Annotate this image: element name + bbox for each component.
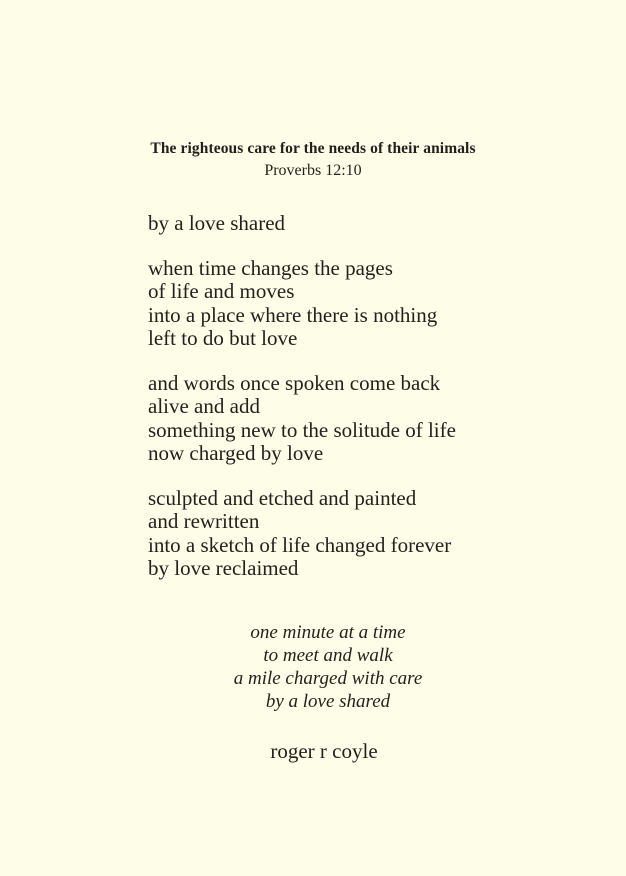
- coda-line: a mile charged with care: [233, 668, 423, 689]
- stanza: [148, 212, 568, 236]
- poem-line: and rewritten: [148, 509, 260, 533]
- poem-line: by love reclaimed: [148, 556, 299, 580]
- epigraph-quote: The righteous care for the needs of their animals: [150, 140, 476, 157]
- poem-line: of life and moves: [148, 279, 295, 303]
- poem-line: something new to the solitude of life: [148, 417, 456, 442]
- poem-body: [148, 212, 568, 581]
- byline: [0, 739, 626, 764]
- stanza: [148, 372, 568, 466]
- poem-line: into a place where there is nothing: [148, 302, 438, 327]
- poem-line: by a love shared: [148, 211, 286, 235]
- stanza: [148, 487, 568, 581]
- poem-line: alive and add: [148, 394, 260, 418]
- epigraph-reference: Proverbs 12:10: [264, 161, 362, 179]
- poem-line: now charged by love: [148, 441, 324, 465]
- epigraph: [0, 140, 626, 180]
- coda-line: to meet and walk: [263, 645, 393, 666]
- poem-line: left to do but love: [148, 326, 298, 350]
- stanza: [148, 257, 568, 351]
- poem-line: when time changes the pages: [148, 255, 393, 280]
- poem-coda: [0, 621, 626, 713]
- coda-line: one minute at a time: [250, 622, 406, 643]
- coda-line: by a love shared: [265, 691, 391, 712]
- poem-line: and words once spoken come back: [148, 370, 441, 395]
- poem-line: into a sketch of life changed forever: [148, 532, 452, 557]
- poem-line: sculpted and etched and painted: [148, 485, 417, 510]
- author-name: roger r coyle: [270, 739, 378, 763]
